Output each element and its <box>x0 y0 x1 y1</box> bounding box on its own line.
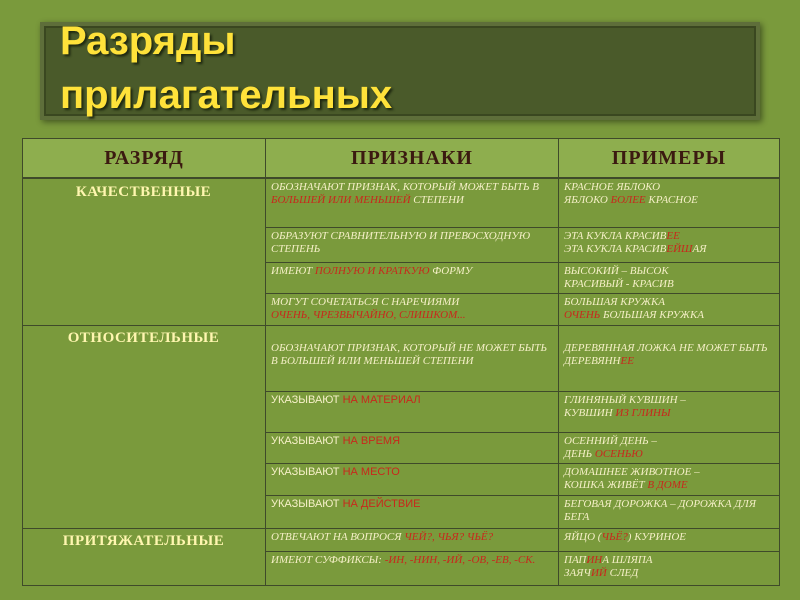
table-row-7-sign: УКАЗЫВАЮТ НА ВРЕМЯ <box>265 432 559 464</box>
table-row-4-sign: МОГУТ СОЧЕТАТЬСЯ С НАРЕЧИЯМИ ОЧЕНЬ, ЧРЕЗВЫЧАЙНО, СЛИШКОМ... <box>265 293 559 326</box>
table-row-8-sign: УКАЗЫВАЮТ НА МЕСТО <box>265 463 559 496</box>
table-row-9-sign: УКАЗЫВАЮТ НА ДЕЙСТВИЕ <box>265 495 559 529</box>
table-row-11-sign: ИМЕЮТ СУФФИКСЫ: -ИН, -НИН, -ИЙ, -ОВ, -ЕВ, -СК. <box>265 551 559 586</box>
table-row-10-sign: ОТВЕЧАЮТ НА ВОПРОСЯ ЧЕЙ?, ЧЬЯ? ЧЬЁ? <box>265 528 559 552</box>
table-row-3-sign: ИМЕЮТ ПОЛНУЮ И КРАТКУЮ ФОРМУ <box>265 262 559 294</box>
table-row-7-example: ОСЕННИЙ ДЕНЬ – ДЕНЬ ОСЕНЬЮ <box>558 432 780 464</box>
table-row-2-example: ЭТА КУКЛА КРАСИВЕЕ ЭТА КУКЛА КРАСИВЕЙШАЯ <box>558 227 780 263</box>
title-line-2: прилагательных <box>60 73 393 117</box>
table-row-9-example: БЕГОВАЯ ДОРОЖКА – ДОРОЖКА ДЛЯ БЕГА <box>558 495 780 529</box>
table-row-10-example: ЯЙЦО (ЧЬЁ?) КУРИНОЕ <box>558 528 780 552</box>
table-row-1-sign: ОБОЗНАЧАЮТ ПРИЗНАК, КОТОРЫЙ МОЖЕТ БЫТЬ В БОЛЬШЕЙ ИЛИ МЕНЬШЕЙ СТЕПЕНИ <box>265 178 559 228</box>
title-line-1: Разряды <box>60 19 236 63</box>
category-relative: ОТНОСИТЕЛЬНЫЕ <box>67 330 220 346</box>
adjectives-table <box>22 138 780 586</box>
header-priznaki: ПРИЗНАКИ <box>265 138 559 178</box>
table-row-5-sign: ОБОЗНАЧАЮТ ПРИЗНАК, КОТОРЫЙ НЕ МОЖЕТ БЫТЬ В БОЛЬШЕЙ ИЛИ МЕНЬШЕЙ СТЕПЕНИ <box>265 325 559 392</box>
header-razryad: РАЗРЯД <box>22 138 266 178</box>
table-row-8-example: ДОМАШНЕЕ ЖИВОТНОЕ – КОШКА ЖИВЁТ В ДОМЕ <box>558 463 780 496</box>
header-primery: ПРИМЕРЫ <box>558 138 780 178</box>
category-possessive: ПРИТЯЖАТЕЛЬНЫЕ <box>62 533 225 549</box>
table-row-6-example: ГЛИНЯНЫЙ КУВШИН – КУВШИН ИЗ ГЛИНЫ <box>558 391 780 433</box>
table-row-11-example: ПАПИНА ШЛЯПА ЗАЯЧИЙ СЛЕД <box>558 551 780 586</box>
table-row-1-example: КРАСНОЕ ЯБЛОКО ЯБЛОКО БОЛЕЕ КРАСНОЕ <box>558 178 780 228</box>
table-row-3-example: ВЫСОКИЙ – ВЫСОК КРАСИВЫЙ - КРАСИВ <box>558 262 780 294</box>
table-row-4-example: БОЛЬШАЯ КРУЖКА ОЧЕНЬ БОЛЬШАЯ КРУЖКА <box>558 293 780 326</box>
table-row-5-example: ДЕРЕВЯННАЯ ЛОЖКА НЕ МОЖЕТ БЫТЬ ДЕРЕВЯННЕЕ <box>558 325 780 392</box>
table-row-2-sign: ОБРАЗУЮТ СРАВНИТЕЛЬНУЮ И ПРЕВОСХОДНУЮ СТЕПЕНЬ <box>265 227 559 263</box>
category-block-relative <box>22 325 266 529</box>
category-qualitative: КАЧЕСТВЕННЫЕ <box>75 184 212 200</box>
table-row-6-sign: УКАЗЫВАЮТ НА МАТЕРИАЛ <box>265 391 559 433</box>
page-title <box>60 14 392 122</box>
